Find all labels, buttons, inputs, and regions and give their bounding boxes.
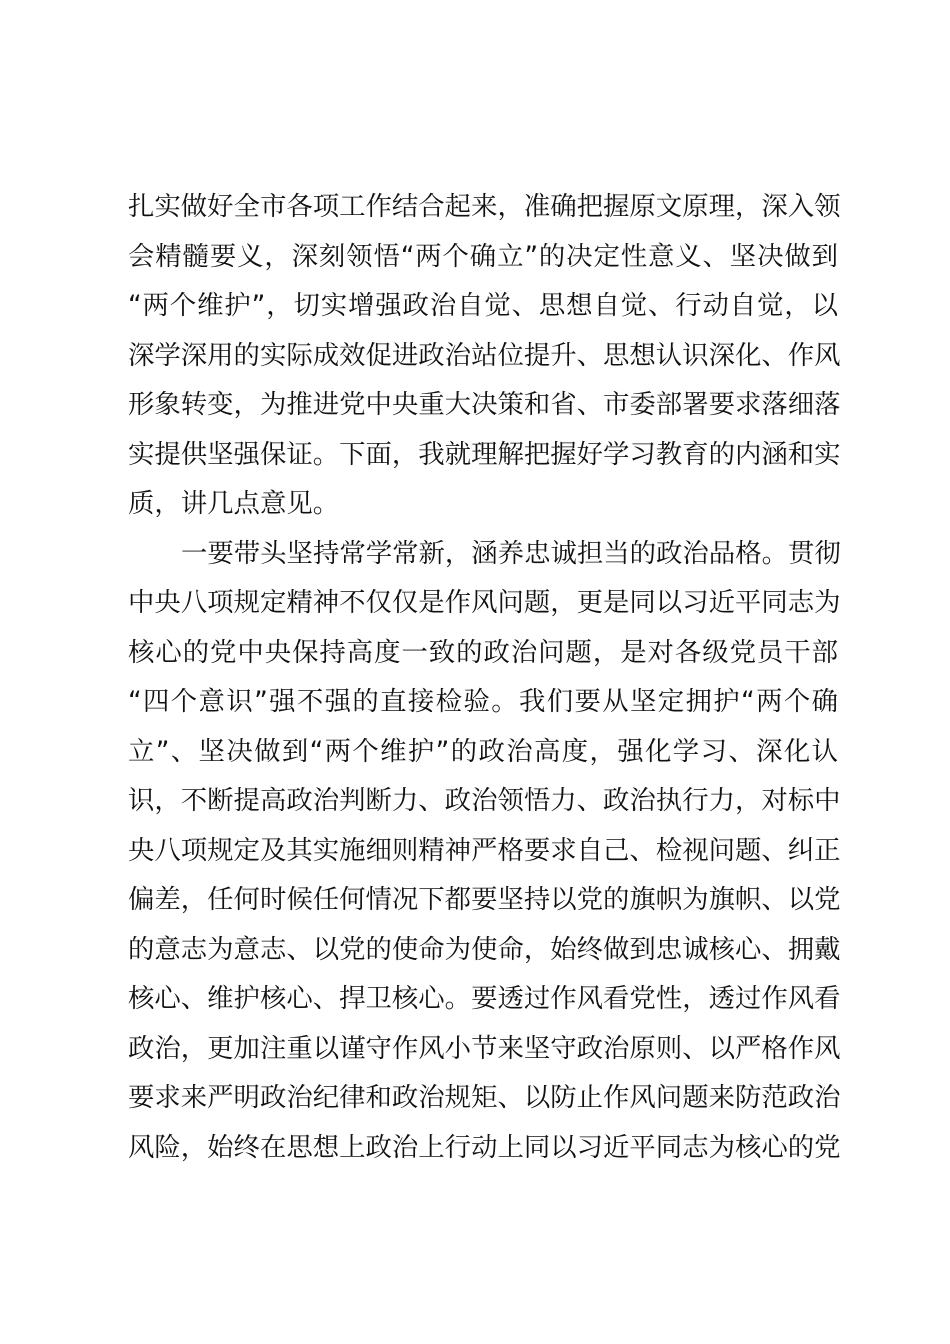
text-line: 识，不断提高政治判断力、政治领悟力、政治执行力，对标中 bbox=[128, 785, 841, 816]
text-line: 政治，更加注重以谨守作风小节来坚守政治原则、以严格作风 bbox=[128, 1032, 841, 1064]
text-line bbox=[128, 1172, 838, 1222]
text-line: “四个意识”强不强的直接检验。我们要从坚定拥护“两个确 bbox=[128, 686, 838, 717]
paragraph bbox=[128, 529, 841, 1272]
text-line: 偏差，任何时候任何情况下都要坚持以党的旗帜为旗帜、以党 bbox=[128, 884, 841, 915]
text-line: 核心的党中央保持高度一致的政治问题，是对各级党员干部 bbox=[128, 636, 838, 668]
text-line bbox=[128, 1222, 838, 1272]
text-line: 实提供坚强保证。下面，我就理解把握好学习教育的内涵和实 bbox=[128, 438, 841, 470]
text-line: 扎实做好全市各项工作结合起来，准确把握原文原理，深入领 bbox=[128, 191, 841, 222]
text-line: 要求来严明政治纪律和政治规矩、以防止作风问题来防范政治 bbox=[128, 1082, 841, 1113]
text-line: 一要带头坚持常学常新，涵养忠诚担当的政治品格。贯彻 bbox=[181, 537, 841, 569]
text-line: 会精髓要义，深刻领悟“两个确立”的决定性意义、坚决做到 bbox=[128, 240, 838, 272]
text-line: 立”、坚决做到“两个维护”的政治高度，强化学习、深化认 bbox=[128, 735, 838, 767]
paragraph bbox=[128, 182, 841, 529]
text-line: 核心、维护核心、捍卫核心。要透过作风看党性，透过作风看 bbox=[128, 983, 841, 1014]
text-line: 风险，始终在思想上政治上行动上同以习近平同志为核心的党 bbox=[128, 1131, 841, 1163]
text-line: 中央八项规定精神不仅仅是作风问题，更是同以习近平同志为 bbox=[128, 587, 841, 618]
text-line: “两个维护”，切实增强政治自觉、思想自觉、行动自觉，以 bbox=[128, 290, 838, 321]
text-line: 质，讲几点意见。 bbox=[128, 488, 340, 519]
text-line: 深学深用的实际成效促进政治站位提升、思想认识深化、作风 bbox=[128, 339, 841, 371]
body-text bbox=[128, 182, 841, 1271]
text-line: 形象转变，为推进党中央重大决策和省、市委部署要求落细落 bbox=[128, 389, 841, 420]
text-line: 央八项规定及其实施细则精神严格要求自己、检视问题、纠正 bbox=[128, 834, 841, 866]
text-line: 的意志为意志、以党的使命为使命，始终做到忠诚核心、拥戴 bbox=[128, 933, 841, 965]
